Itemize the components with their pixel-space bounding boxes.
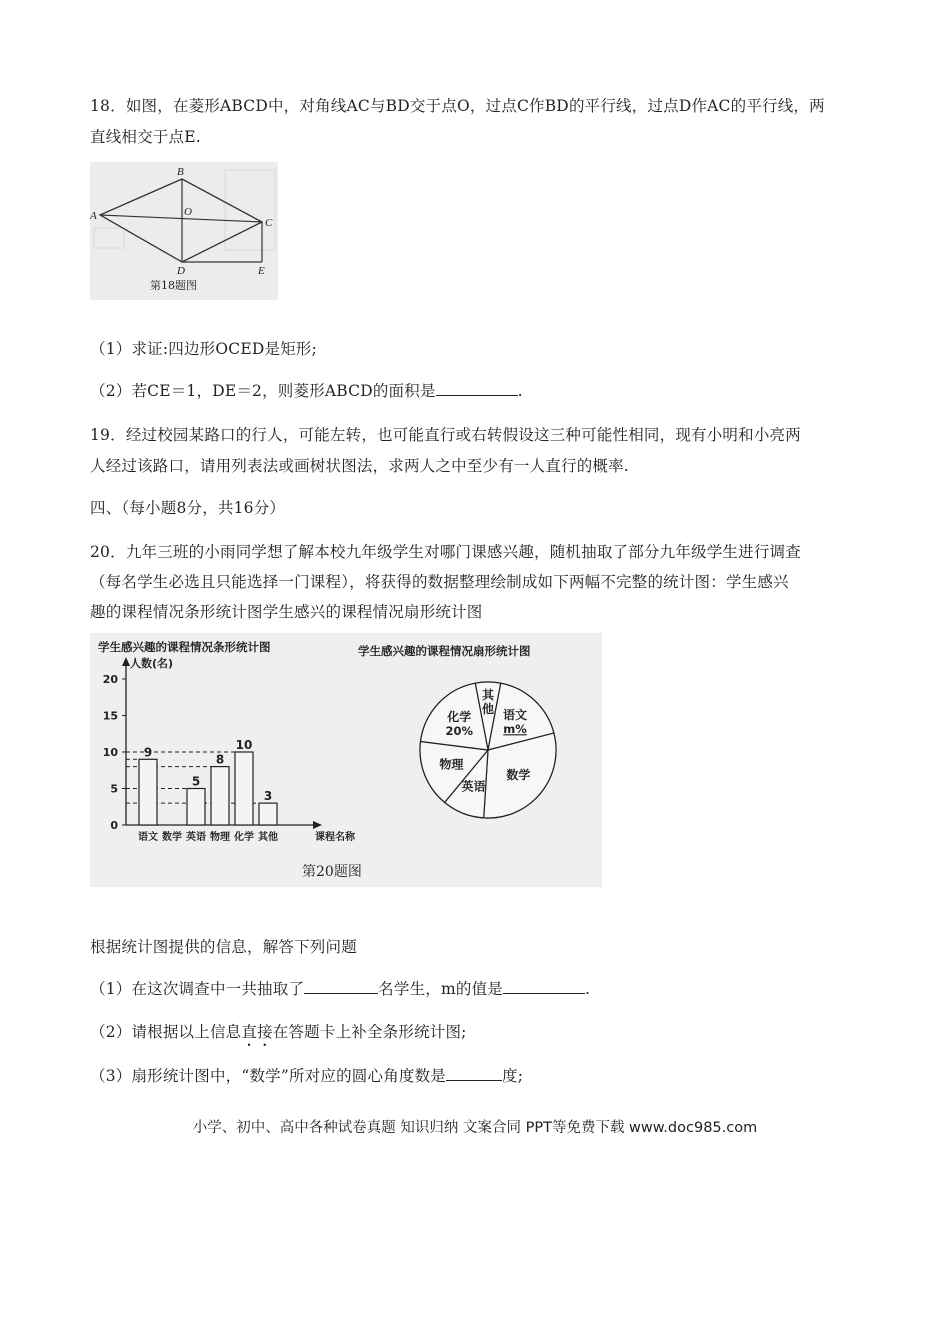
answer-blank-angle bbox=[446, 1065, 502, 1081]
pie-label-英语: 英语 bbox=[461, 779, 486, 794]
q20-part2-b: 在答题卡上补全条形统计图; bbox=[272, 1023, 467, 1041]
answer-blank-students bbox=[304, 978, 378, 994]
label-b: B bbox=[177, 166, 184, 178]
y-tick-label: 5 bbox=[110, 782, 118, 796]
q20-part2-a: （2）请根据以上信息 bbox=[90, 1023, 242, 1041]
bar-value-label: 10 bbox=[235, 738, 253, 752]
q18-part2-suffix: . bbox=[517, 382, 523, 400]
x-category-label: 语文 bbox=[138, 832, 158, 843]
y-tick-label: 0 bbox=[110, 819, 118, 832]
q20-part3-a: （3）扇形统计图中，“数学”所对应的圆心角度数是 bbox=[90, 1067, 447, 1085]
pie-chart-title: 学生感兴趣的课程情况扇形统计图 bbox=[358, 644, 531, 658]
label-d: D bbox=[177, 265, 185, 277]
x-category-label: 其他 bbox=[258, 832, 278, 843]
page-footer: 小学、初中、高中各种试卷真题 知识归纳 文案合同 PPT等免费下载 www.doc985.com bbox=[192, 1120, 758, 1136]
bar-化学 bbox=[235, 752, 253, 825]
q20-part1-b: 名学生，m的值是 bbox=[378, 980, 503, 998]
pie-value-语文: m% bbox=[503, 722, 527, 737]
section-4-heading: 四、（每小题8分，共16分） bbox=[90, 499, 286, 517]
q20-line2: （每名学生必选且只能选择一门课程），将获得的数据整理绘制成如下两幅不完整的统计图：学生感兴 bbox=[90, 573, 789, 591]
q20-intro: 根据统计图提供的信息，解答下列问题 bbox=[90, 938, 357, 956]
y-tick-label: 15 bbox=[102, 709, 118, 723]
pie-value-化学: 20% bbox=[445, 724, 474, 739]
q19-line1: 19．经过校园某路口的行人，可能左转，也可能直行或右转假设这三种可能性相同，现有小明和小亮两 bbox=[90, 426, 801, 444]
q20-figure bbox=[90, 633, 602, 887]
q20-part1-a: （1）在这次调查中一共抽取了 bbox=[90, 980, 305, 998]
x-category-label: 英语 bbox=[186, 832, 206, 843]
pie-label-化学: 化学 bbox=[447, 710, 472, 725]
pie-label-数学: 数学 bbox=[506, 768, 531, 783]
q18-part1: （1）求证:四边形OCED是矩形; bbox=[90, 340, 318, 358]
answer-blank bbox=[436, 380, 518, 396]
x-category-label: 物理 bbox=[210, 832, 230, 843]
q20-part2 bbox=[90, 1020, 467, 1050]
q20-part3-b: 度; bbox=[502, 1067, 524, 1085]
label-o: O bbox=[184, 206, 192, 218]
q20-part1 bbox=[90, 977, 590, 999]
bar-value-label: 5 bbox=[191, 774, 201, 789]
bar-物理 bbox=[211, 767, 229, 825]
q20-line3: 趣的课程情况条形统计图学生感兴的课程情况扇形统计图 bbox=[90, 603, 483, 621]
q20-part2-emphasis: 直接 bbox=[241, 1023, 273, 1041]
pie-label-其他: 其 bbox=[481, 688, 495, 703]
x-category-label: 化学 bbox=[234, 832, 254, 843]
bar-其他 bbox=[259, 803, 277, 825]
q18-figure bbox=[90, 162, 278, 300]
pie-label-其他: 他 bbox=[481, 702, 495, 717]
y-tick-label: 10 bbox=[102, 746, 118, 759]
pie-label-语文: 语文 bbox=[502, 708, 528, 723]
x-axis-label: 课程名称 bbox=[315, 832, 355, 843]
y-tick-label: 20 bbox=[102, 673, 118, 686]
bar-value-label: 8 bbox=[215, 752, 225, 767]
pie-label-物理: 物理 bbox=[439, 757, 464, 772]
q18-part2 bbox=[90, 379, 523, 401]
q20-caption: 第20题图 bbox=[302, 864, 362, 880]
label-a: A bbox=[90, 210, 97, 222]
q20-part1-c: . bbox=[584, 980, 591, 998]
label-c: C bbox=[265, 217, 273, 229]
bar-value-label: 9 bbox=[143, 745, 153, 760]
y-axis-label: 人数(名) bbox=[130, 657, 174, 670]
q18-text-line1: 18．如图，在菱形ABCD中，对角线AC与BD交于点O，过点C作BD的平行线，过点D作AC的平行线，两 bbox=[90, 97, 825, 115]
x-category-label: 数学 bbox=[162, 832, 182, 843]
q20-line1: 20．九年三班的小雨同学想了解本校九年级学生对哪门课感兴趣，随机抽取了部分九年级学生进行调查 bbox=[90, 543, 801, 561]
statistics-charts bbox=[90, 633, 602, 887]
q18-caption: 第18题图 bbox=[150, 279, 197, 292]
q20-part3 bbox=[90, 1064, 523, 1086]
bar-语文 bbox=[139, 759, 157, 825]
bar-chart-title: 学生感兴趣的课程情况条形统计图 bbox=[98, 640, 271, 654]
q18-text-line2: 直线相交于点E. bbox=[90, 128, 201, 146]
q18-part2-prefix: （2）若CE＝1，DE＝2，则菱形ABCD的面积是 bbox=[90, 382, 436, 400]
answer-blank-m bbox=[503, 978, 585, 994]
label-e: E bbox=[258, 265, 265, 277]
bar-value-label: 3 bbox=[263, 789, 273, 804]
q19-line2: 人经过该路口，请用列表法或画树状图法，求两人之中至少有一人直行的概率. bbox=[90, 457, 629, 475]
rhombus-diagram bbox=[90, 162, 278, 300]
bar-英语 bbox=[187, 789, 205, 826]
